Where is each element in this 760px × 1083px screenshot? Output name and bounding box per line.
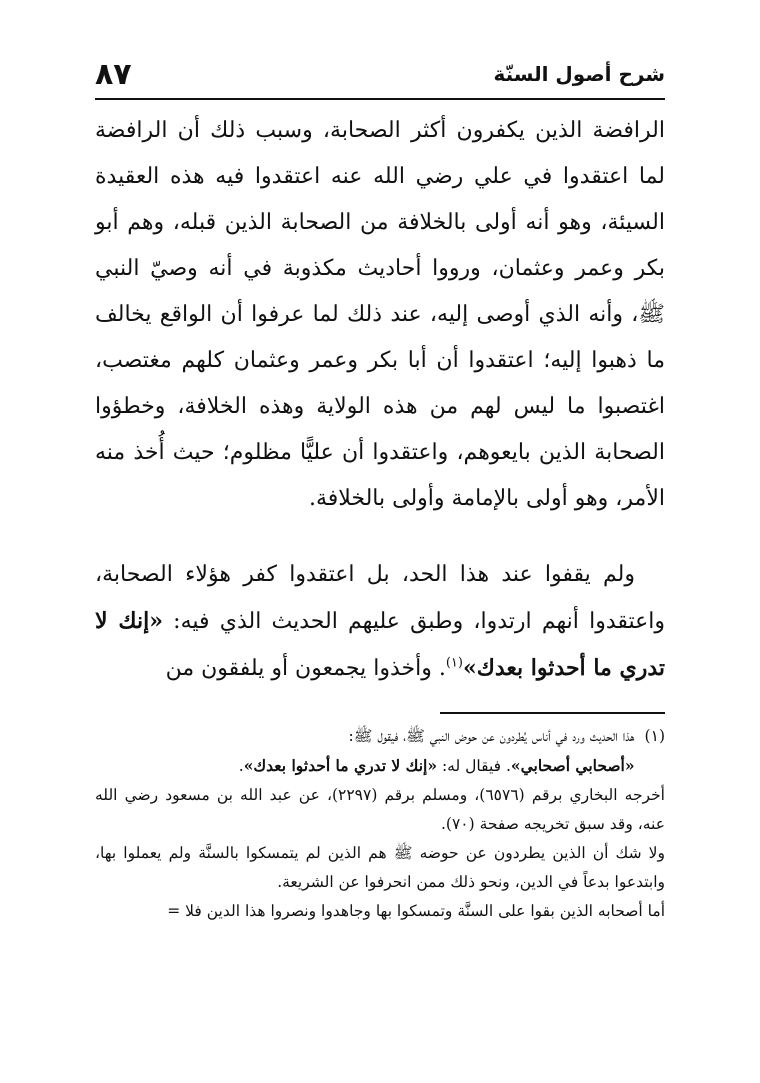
footnote-line-2 (239, 751, 635, 781)
footnote-1-text (239, 722, 635, 781)
paragraph-2 (95, 552, 665, 692)
footnote-quote-1: «أصحابي أصحابي» (510, 756, 635, 775)
footnote-line-2-mid: . فيقال له: (441, 757, 511, 775)
footnote-1 (95, 722, 665, 781)
footnote-line-1: هذا الحديث ورد في أناس يُطردون عن حوض النبي ﷺ، فيقول ﷺ: (348, 727, 635, 745)
page-number: ٨٧ (95, 57, 132, 92)
running-header (95, 48, 665, 100)
footnote-takhrij: أخرجه البخاري برقم (٦٥٧٦)، ومسلم برقم (٢٢٩٧)، عن عبد الله بن مسعود رضي الله عنه، وقد سبق تخريجه صفحة (٧٠). (95, 786, 665, 833)
footnote-line-2-end: . (238, 757, 244, 775)
footnote-reference[interactable]: (١) (445, 655, 463, 671)
footnote-quote-2: «إنك لا تدري ما أحدثوا بعدك» (243, 756, 438, 775)
main-text (95, 108, 665, 692)
hadith-quote: «إنك لا تدري ما أحدثوا بعدك» (95, 608, 665, 681)
footnote-number: (١) (644, 727, 665, 745)
footnote-explanation: ولا شك أن الذين يطردون عن حوضه ﷺ هم الذين لم يتمسكوا بالسنَّة ولم يعملوا بها، وابتدعوا بدعاً في الدين، ونحو ذلك ممن انحرفوا عن الشريعة. (95, 844, 665, 891)
footnote-continuation: أما أصحابه الذين بقوا على السنَّة وتمسكوا بها وجاهدوا ونصروا هذا الدين فلا = (167, 902, 665, 920)
paragraph-1: الرافضة الذين يكفرون أكثر الصحابة، وسبب ذلك أن الرافضة لما اعتقدوا في علي رضي الله عنه اعتقدوا فيه هذه العقيدة السيئة، وهو أنه أولى بالخلافة من الصحابة الذين قبله، وهم أبو بكر وعمر وعثمان، ورووا أحاديث مكذوبة في أنه وصيّ النبي ﷺ، وأنه الذي أوصى إليه، عند ذلك لما عرفوا أن الواقع يخالف ما ذهبوا إليه؛ اعتقدوا أن أبا بكر وعمر وعثمان كلهم مغتصب، اغتصبوا ما ليس لهم من هذه الولاية وهذه الخلافة، وخطؤوا الصحابة الذين بايعوهم، واعتقدوا أن عليًّا مظلوم؛ حيث أُخذ منه الأمر، وهو أولى بالإمامة وأولى بالخلافة. (95, 118, 665, 511)
paragraph-2-start: ولم يقفوا عند هذا الحد، بل اعتقدوا كفر هؤلاء الصحابة، واعتقدوا أنهم ارتدوا، وطبق عليهم الحديث الذي فيه: (95, 562, 665, 634)
footnotes (95, 722, 665, 926)
book-title: شرح أصول السنّة (493, 62, 665, 86)
paragraph-2-end: . وأخذوا يجمعون أو يلفقون من (165, 656, 446, 681)
footnote-separator (440, 712, 665, 714)
